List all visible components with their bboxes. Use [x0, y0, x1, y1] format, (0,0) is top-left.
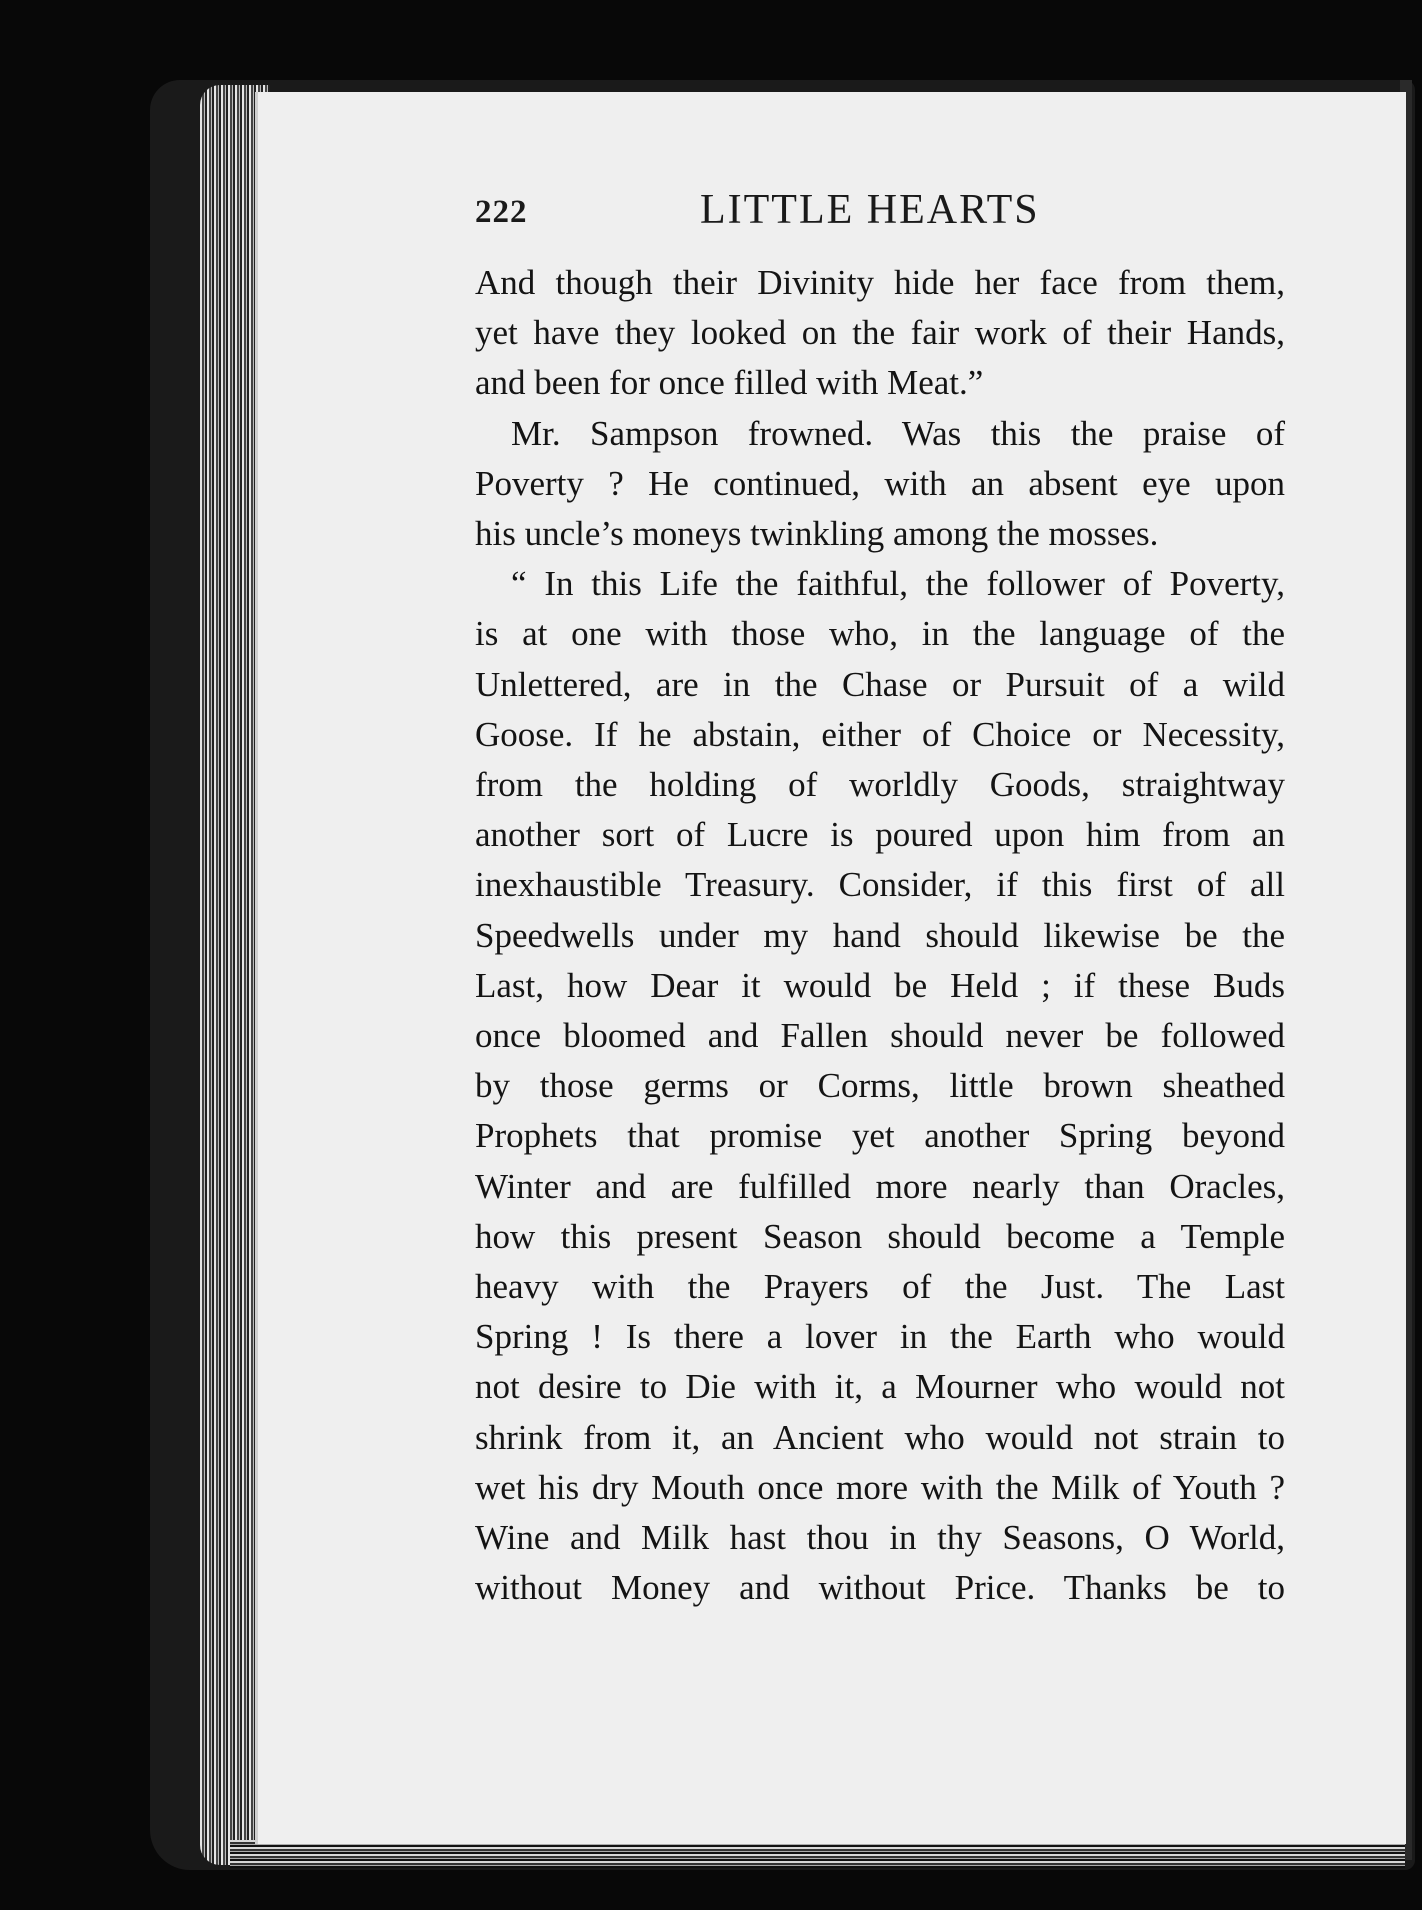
page-number: 222 — [475, 194, 528, 230]
text-line: Speedwells under my hand should likewise be the — [475, 915, 1285, 955]
page-header — [475, 186, 1045, 246]
text-line: by those germs or Corms, little brown sheathed — [475, 1066, 1285, 1106]
body-text — [475, 258, 1285, 1613]
text-line: Goose. If he abstain, either of Choice or Necessity, — [475, 714, 1285, 754]
text-line: inexhaustible Treasury. Consider, if this first of all — [475, 865, 1285, 905]
text-line: without Money and without Price. Thanks be to — [475, 1568, 1285, 1608]
text-line: And though their Divinity hide her face from them, — [475, 263, 1285, 302]
text-line: from the holding of worldly Goods, straightway — [475, 765, 1285, 805]
page-edges-bottom — [230, 1840, 1405, 1868]
text-line: another sort of Lucre is poured upon him from an — [475, 815, 1285, 855]
text-line: Last, how Dear it would be Held ; if these Buds — [475, 965, 1285, 1005]
text-line: heavy with the Prayers of the Just. The Last — [475, 1267, 1285, 1307]
text-line: his uncle’s moneys twinkling among the mosses. — [475, 514, 1159, 554]
text-line: Prophets that promise yet another Spring beyond — [475, 1116, 1285, 1156]
text-line: shrink from it, an Ancient who would not strain to — [475, 1417, 1285, 1457]
text-line: Wine and Milk hast thou in thy Seasons, O World, — [475, 1518, 1285, 1558]
text-line: is at one with those who, in the language of the — [475, 614, 1285, 654]
text-line: not desire to Die with it, a Mourner who would not — [475, 1367, 1285, 1407]
text-line: Poverty ? He continued, with an absent eye upon — [475, 463, 1285, 503]
text-line: Unlettered, are in the Chase or Pursuit of a wild — [475, 664, 1285, 704]
text-line: wet his dry Mouth once more with the Milk of Youth ? — [475, 1467, 1285, 1507]
text-line: Winter and are fulfilled more nearly than Oracles, — [475, 1166, 1285, 1206]
text-line: Spring ! Is there a lover in the Earth who would — [475, 1317, 1285, 1357]
text-line: “ In this Life the faithful, the follower of Poverty, — [511, 564, 1285, 604]
text-line: Mr. Sampson frowned. Was this the praise of — [511, 413, 1285, 453]
text-line: how this present Season should become a Temple — [475, 1216, 1285, 1256]
text-line: yet have they looked on the fair work of their Hands, — [475, 313, 1285, 353]
text-line: and been for once filled with Meat.” — [475, 363, 984, 403]
running-title: LITTLE HEARTS — [700, 187, 1040, 233]
text-line: once bloomed and Fallen should never be followed — [475, 1016, 1285, 1056]
